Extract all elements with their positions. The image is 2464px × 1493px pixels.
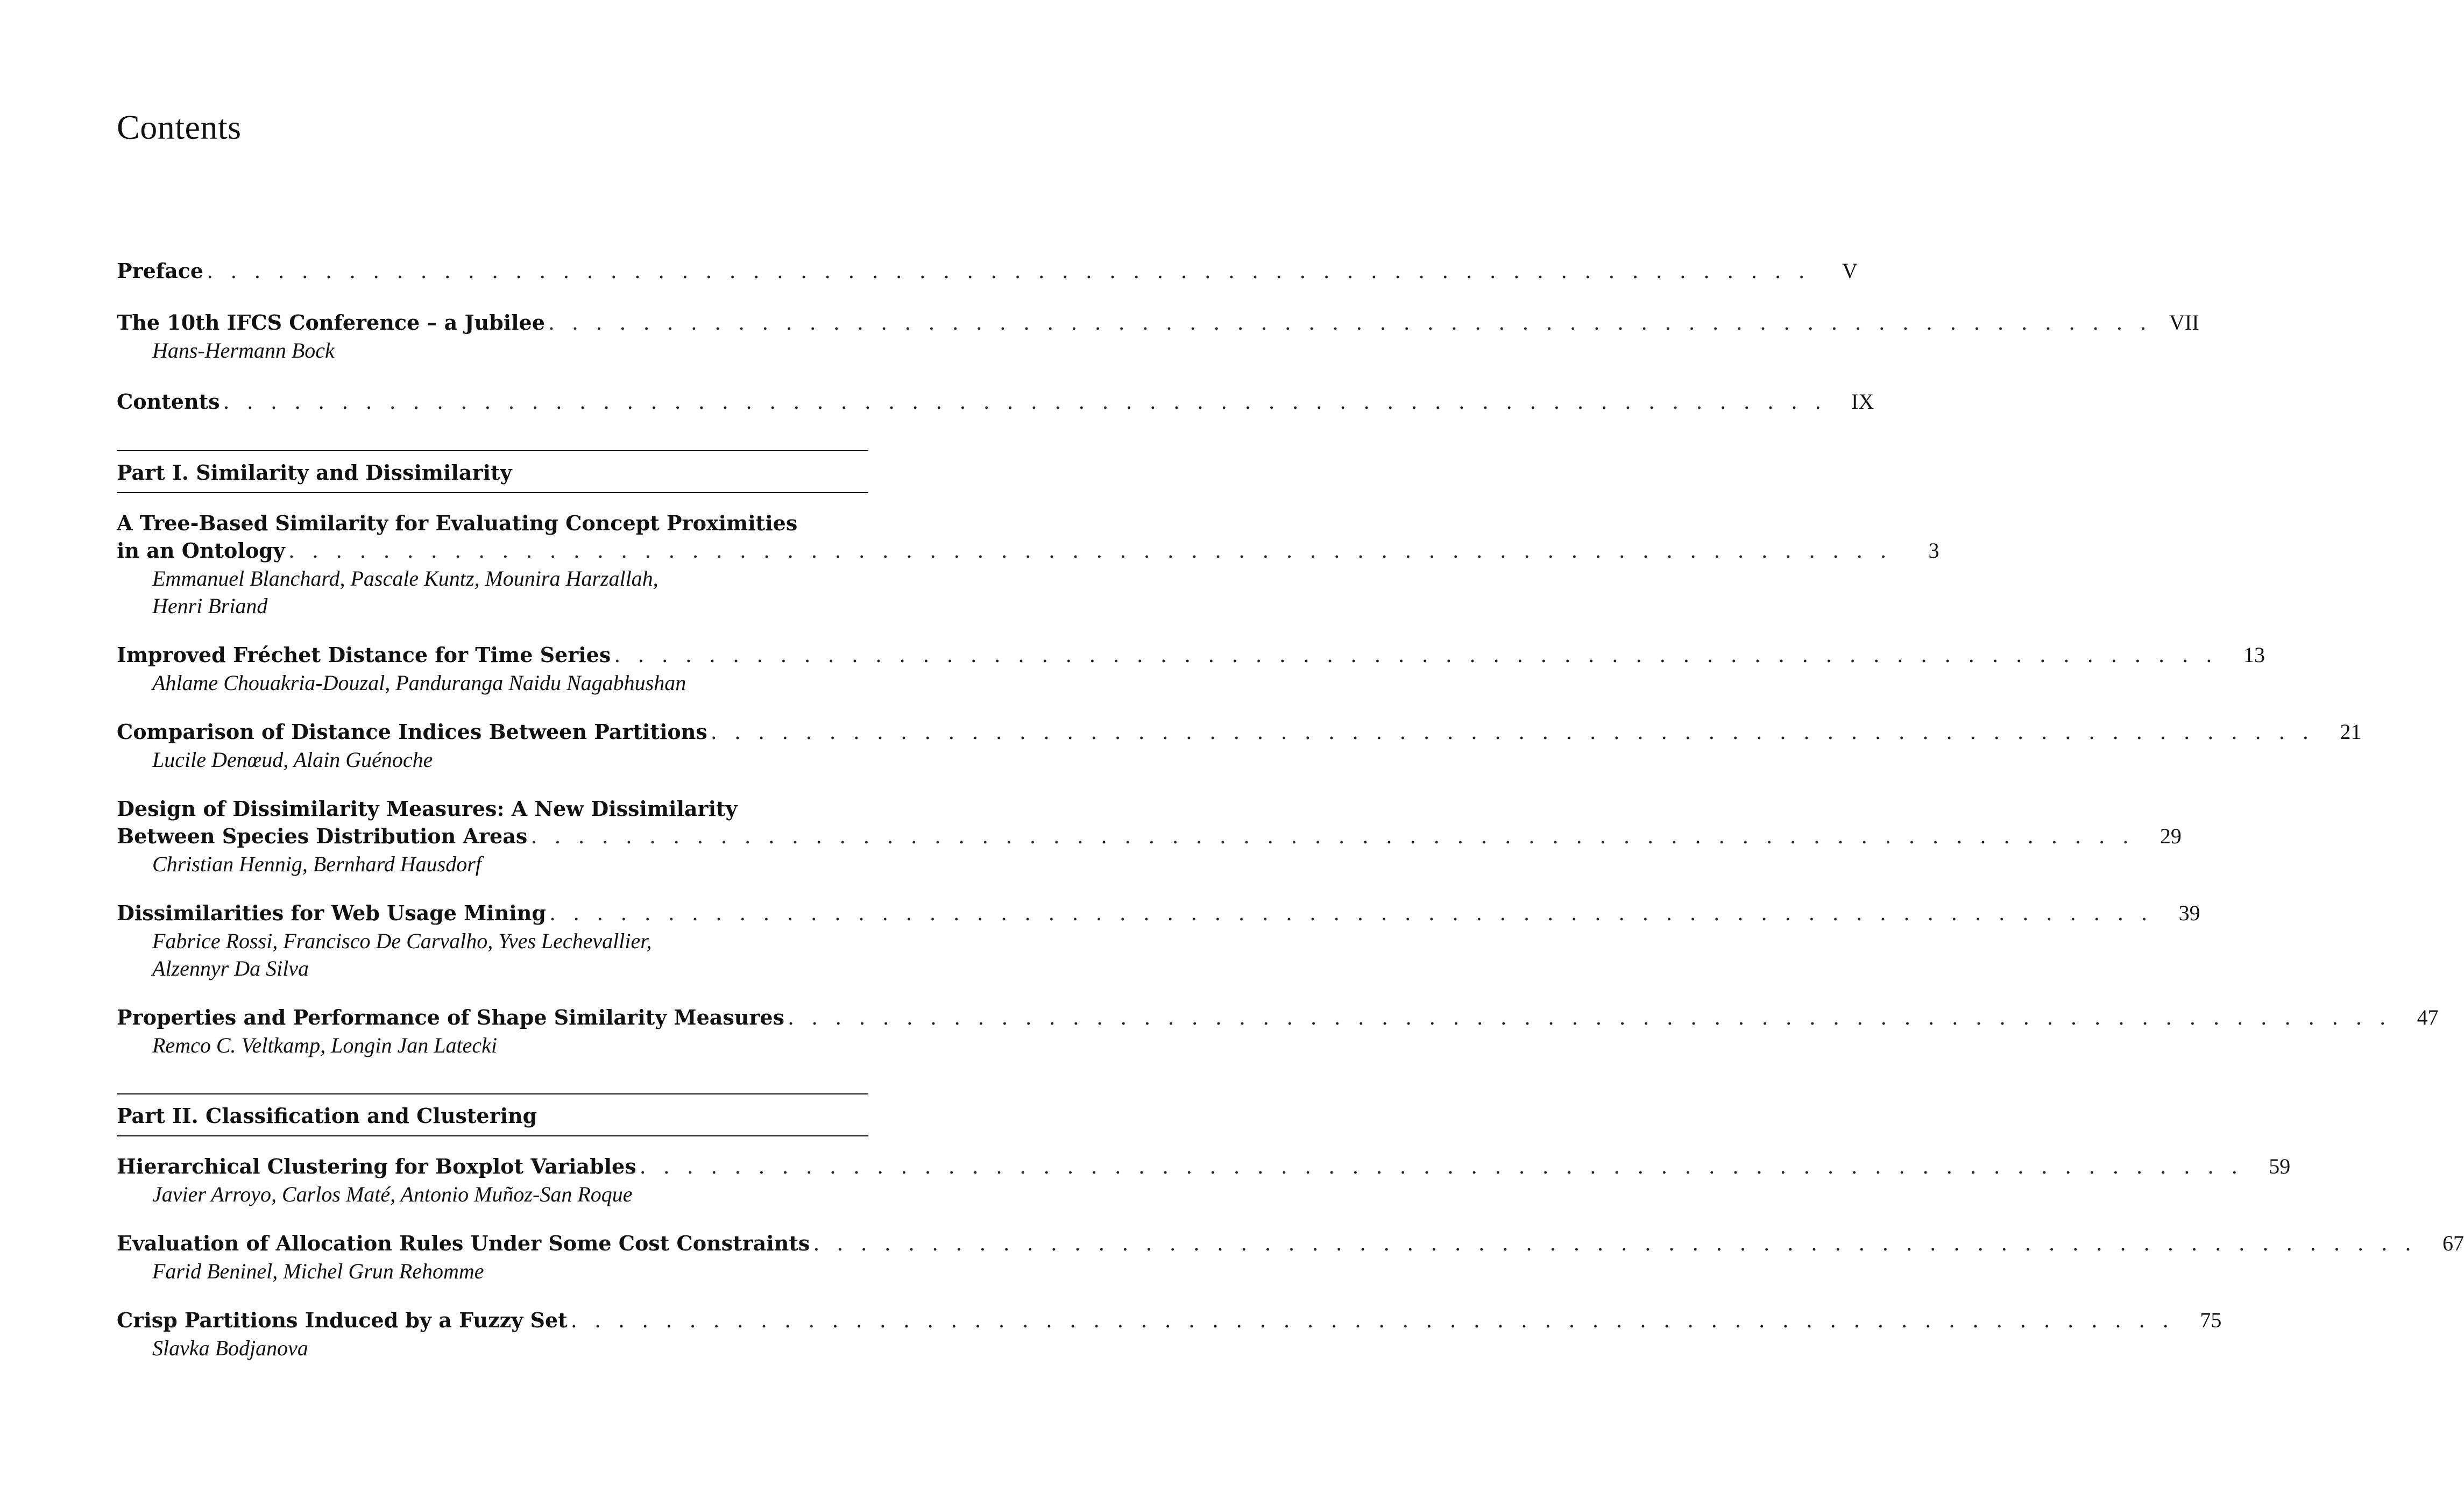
- page-title: Contents: [117, 108, 242, 146]
- entry-authors: [117, 1334, 868, 1362]
- entry-title[interactable]: Preface: [117, 259, 204, 283]
- dot-leader: . . . . . . . . . . . . . . . . . . . . . . . . . . . . . . . . . . . . . . . . . . . . . . . . . . . . . . . . . . . . . . . . . . . .: [710, 720, 2314, 744]
- toc-entry[interactable]: [117, 899, 2200, 982]
- entry-authors: [117, 1257, 868, 1285]
- toc-entry-preface[interactable]: [117, 257, 1858, 285]
- table-of-contents: [117, 257, 2464, 1362]
- entry-title[interactable]: Improved Fréchet Distance for Time Series: [117, 643, 611, 667]
- entry-title-line1[interactable]: Design of Dissimilarity Measures: A New Dissimilarity: [117, 797, 738, 821]
- entry-title[interactable]: Contents: [117, 389, 220, 414]
- author-line: Javier Arroyo, Carlos Maté, Antonio Muñoz-San Roque: [152, 1182, 633, 1206]
- author-line: Ahlame Chouakria-Douzal, Panduranga Naidu Nagabhushan: [152, 671, 686, 695]
- page-number[interactable]: 13: [2243, 643, 2265, 667]
- entry-title-line1[interactable]: A Tree-Based Similarity for Evaluating Concept Proximities: [117, 511, 798, 535]
- author-line: Henri Briand: [152, 594, 268, 618]
- entry-title[interactable]: The 10th IFCS Conference – a Jubilee: [117, 310, 545, 335]
- page-number[interactable]: 67: [2442, 1231, 2464, 1255]
- toc-entry[interactable]: [117, 641, 2265, 696]
- dot-leader: . . . . . . . . . . . . . . . . . . . . . . . . . . . . . . . . . . . . . . . . . . . . . . . . . . . . . . . . . . . . . . . . . . . .: [614, 643, 2218, 667]
- page-number[interactable]: V: [1842, 259, 1858, 283]
- dot-leader: . . . . . . . . . . . . . . . . . . . . . . . . . . . . . . . . . . . . . . . . . . . . . . . . . . . . . . . . . . . . . . . . . . . .: [530, 824, 2134, 848]
- part-header-2: [117, 1093, 868, 1136]
- toc-entry[interactable]: [117, 718, 2362, 773]
- entry-authors: [117, 669, 868, 696]
- entry-authors: [117, 1181, 868, 1208]
- entry-title[interactable]: in an Ontology: [117, 538, 285, 563]
- entry-title[interactable]: Hierarchical Clustering for Boxplot Variables: [117, 1154, 636, 1178]
- author-line: Slavka Bodjanova: [152, 1336, 308, 1360]
- toc-page: [117, 0, 2464, 1493]
- author-line: Emmanuel Blanchard, Pascale Kuntz, Mounira Harzallah,: [152, 566, 659, 591]
- author-line: Christian Hennig, Bernhard Hausdorf: [152, 852, 482, 876]
- entry-authors: [117, 746, 868, 773]
- dot-leader: . . . . . . . . . . . . . . . . . . . . . . . . . . . . . . . . . . . . . . . . . . . . . . . . . . . . . . . . . . . . . . . . . . . .: [288, 539, 1892, 563]
- entry-title[interactable]: Crisp Partitions Induced by a Fuzzy Set: [117, 1308, 568, 1332]
- toc-entry[interactable]: [117, 1004, 2439, 1059]
- author-line: Alzennyr Da Silva: [152, 956, 309, 980]
- entry-authors: [117, 1032, 868, 1059]
- entry-title[interactable]: Properties and Performance of Shape Similarity Measures: [117, 1005, 784, 1029]
- author-line: Farid Beninel, Michel Grun Rehomme: [152, 1259, 484, 1283]
- page-number[interactable]: 59: [2269, 1154, 2291, 1178]
- dot-leader: . . . . . . . . . . . . . . . . . . . . . . . . . . . . . . . . . . . . . . . . . . . . . . . . . . . . . . . . . . . . . . . . . . . .: [548, 311, 2152, 335]
- page-number[interactable]: 29: [2159, 824, 2182, 848]
- entry-title[interactable]: Between Species Distribution Areas: [117, 824, 528, 848]
- page-number[interactable]: 21: [2340, 720, 2362, 744]
- page-number[interactable]: 3: [1928, 538, 1939, 563]
- toc-entry[interactable]: [117, 509, 1939, 620]
- dot-leader: . . . . . . . . . . . . . . . . . . . . . . . . . . . . . . . . . . . . . . . . . . . . . . . . . . . . . . . . . . . . . . . . . . . .: [207, 259, 1810, 283]
- entry-authors: [117, 337, 868, 364]
- page-number[interactable]: 39: [2178, 901, 2200, 925]
- dot-leader: . . . . . . . . . . . . . . . . . . . . . . . . . . . . . . . . . . . . . . . . . . . . . . . . . . . . . . . . . . . . . . . . . . . .: [813, 1232, 2417, 1255]
- part-title: Part I. Similarity and Dissimilarity: [117, 460, 512, 485]
- toc-entry[interactable]: [117, 1229, 2464, 1285]
- toc-entry[interactable]: [117, 795, 2182, 878]
- entry-title[interactable]: Evaluation of Allocation Rules Under Some Cost Constraints: [117, 1231, 810, 1255]
- dot-leader: . . . . . . . . . . . . . . . . . . . . . . . . . . . . . . . . . . . . . . . . . . . . . . . . . . . . . . . . . . . . . . . . . . . .: [787, 1006, 2391, 1029]
- author-line: Remco C. Veltkamp, Longin Jan Latecki: [152, 1033, 497, 1057]
- toc-entry[interactable]: [117, 1153, 2291, 1208]
- toc-entry[interactable]: [117, 1306, 2222, 1362]
- page-number[interactable]: IX: [1851, 389, 1874, 414]
- entry-authors: [117, 565, 868, 620]
- dot-leader: . . . . . . . . . . . . . . . . . . . . . . . . . . . . . . . . . . . . . . . . . . . . . . . . . . . . . . . . . . . . . . . . . . . .: [549, 901, 2153, 925]
- author-line: Fabrice Rossi, Francisco De Carvalho, Yves Lechevallier,: [152, 929, 652, 953]
- author-line: Hans-Hermann Bock: [152, 338, 335, 362]
- entry-authors: [117, 850, 868, 878]
- toc-entry-contents[interactable]: [117, 388, 1874, 416]
- part-header-1: [117, 450, 868, 493]
- dot-leader: . . . . . . . . . . . . . . . . . . . . . . . . . . . . . . . . . . . . . . . . . . . . . . . . . . . . . . . . . . . . . . . . . . . .: [223, 390, 1827, 414]
- dot-leader: . . . . . . . . . . . . . . . . . . . . . . . . . . . . . . . . . . . . . . . . . . . . . . . . . . . . . . . . . . . . . . . . . . . .: [570, 1309, 2175, 1332]
- author-line: Lucile Denœud, Alain Guénoche: [152, 748, 433, 772]
- dot-leader: . . . . . . . . . . . . . . . . . . . . . . . . . . . . . . . . . . . . . . . . . . . . . . . . . . . . . . . . . . . . . . . . . . . .: [639, 1155, 2243, 1178]
- page-number[interactable]: VII: [2169, 310, 2199, 335]
- page-number[interactable]: 47: [2417, 1005, 2439, 1029]
- toc-entry-jubilee[interactable]: [117, 309, 2199, 364]
- entry-title[interactable]: Comparison of Distance Indices Between Partitions: [117, 720, 707, 744]
- entry-title[interactable]: Dissimilarities for Web Usage Mining: [117, 901, 546, 925]
- page-number[interactable]: 75: [2200, 1308, 2222, 1332]
- entry-authors: [117, 927, 868, 982]
- part-title: Part II. Classification and Clustering: [117, 1104, 537, 1128]
